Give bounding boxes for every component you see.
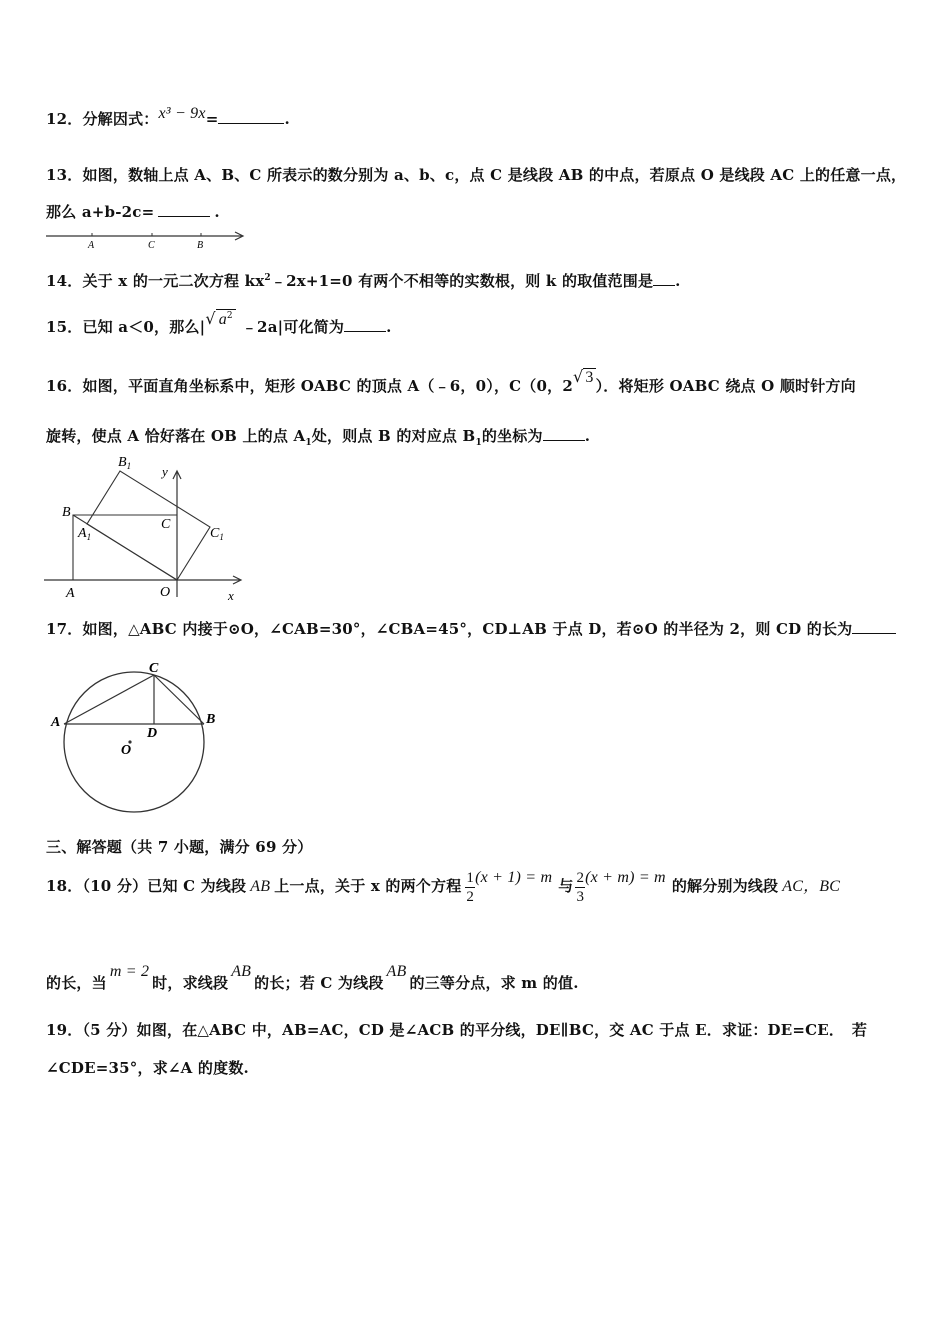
q16-end: . — [584, 427, 591, 445]
q16-sub1: 1 — [305, 438, 312, 448]
q18-line2-mid2: 的长；若 C 为线段 — [254, 974, 384, 992]
q17-answer-blank — [852, 621, 896, 634]
q13-label-c: C — [148, 240, 155, 251]
q16-label-x: x — [228, 588, 234, 602]
q14-sup: 2 — [264, 273, 271, 283]
q18-frac2 — [575, 869, 585, 906]
q15-radicand-wrap — [216, 309, 236, 328]
q17-label-o: O — [121, 743, 132, 758]
q12-line — [46, 105, 290, 129]
q15-end: . — [386, 318, 392, 336]
q16-label-o: O — [160, 585, 171, 600]
q12-answer-blank — [218, 111, 284, 124]
q18-f1-den: 2 — [466, 888, 475, 905]
q12-text: 12．分解因式： — [46, 110, 159, 128]
q14-line — [46, 270, 681, 291]
q14-post: ﹣2x+1=0 有两个不相等的实数根，则 k 的取值范围是 — [270, 272, 654, 290]
q17-line — [46, 618, 896, 639]
q16-label-a1: $A_1$ — [78, 526, 92, 542]
q13-label-a: A — [88, 240, 95, 251]
q12-math: x³ − 9x — [158, 105, 206, 122]
q17-figure — [48, 654, 228, 814]
q15-sqrt-icon: √ — [205, 309, 216, 328]
q18-line1-pre: 18．（10 分）已知 C 为线段 — [46, 877, 247, 895]
q17-label-b: B — [206, 712, 216, 727]
q18-f2-den: 3 — [576, 888, 585, 905]
q18-ab3: AB — [386, 963, 407, 980]
q16-label-b1: $B_1$ — [118, 455, 132, 471]
q16-line2 — [46, 425, 590, 448]
q18-f1-num: 1 — [466, 869, 475, 886]
q16-line1-post: ）．将矩形 OABC 绕点 O 顺时针方向 — [595, 377, 856, 395]
q16-line2-post: 的坐标为 — [481, 427, 543, 445]
q14-pre: 14．关于 x 的一元二次方程 kx — [46, 272, 265, 290]
q18-and: 与 — [558, 877, 574, 895]
q18-line1-post: 的解分别为线段 — [671, 877, 779, 895]
q18-f2-num: 2 — [576, 869, 585, 886]
q17-text: 17．如图，△ABC 内接于⊙O，∠CAB=30°，∠CBA=45°，CD⊥AB 于点 D，若⊙O 的半径为 2，则 CD 的长为 — [46, 620, 853, 638]
q18-line2-pre: 的长，当 — [46, 974, 107, 992]
q16-label-c1: $C_1$ — [210, 526, 224, 542]
q18-line1 — [46, 864, 840, 908]
q13-end: . — [214, 203, 220, 221]
q15-line — [46, 309, 392, 337]
section3-heading: 三、解答题（共 7 小题，满分 69 分） — [46, 838, 313, 856]
q13-line2-row — [46, 201, 220, 222]
q16-line1 — [46, 367, 856, 396]
q13-number-line — [44, 226, 248, 252]
q18-line2-post: 的三等分点，求 m 的值. — [409, 974, 579, 992]
q17-label-c: C — [149, 661, 159, 676]
q18-line2-mid1: 时，求线段 — [152, 974, 229, 992]
q18-line1-mid: 上一点，关于 x 的两个方程 — [274, 877, 462, 895]
q18-frac1 — [465, 869, 475, 906]
q16-label-y: y — [162, 464, 168, 479]
q12-eq: = — [205, 110, 219, 128]
q15-post: ﹣2a|可化简为 — [241, 318, 345, 336]
q19-line1: 19．（5 分）如图，在△ABC 中，AB=AC，CD 是∠ACB 的平分线，DE∥BC，交 AC 于点 E．求证：DE=CE． 若 — [46, 1021, 868, 1039]
q15-answer-blank — [344, 319, 386, 332]
q18-segs: AC，BC — [782, 878, 841, 895]
q17-label-d: D — [147, 726, 158, 741]
q16-line2-pre: 旋转，使点 A 恰好落在 OB 上的点 A — [46, 427, 306, 445]
q16-line2-mid: 处，则点 B 的对应点 B — [311, 427, 476, 445]
q16-answer-blank — [543, 428, 585, 441]
q13-answer-blank — [158, 204, 210, 217]
q18-m2: m = 2 — [109, 963, 150, 980]
q16-figure — [44, 452, 244, 602]
q18-ab2: AB — [231, 963, 252, 980]
q13-label-b: B — [197, 240, 204, 251]
q17-label-a: A — [51, 715, 61, 730]
q13-line1: 13．如图，数轴上点 A、B、C 所表示的数分别为 a、b、c，点 C 是线段 AB 的中点，若原点 O 是线段 AC 上的任意一点， — [46, 166, 907, 184]
q13-line2: 那么 a+b-2c= — [46, 203, 155, 221]
q16-label-c: C — [161, 517, 171, 532]
q16-line1-pre: 16．如图，平面直角坐标系中，矩形 OABC 的顶点 A（﹣6，0），C（0，2 — [46, 377, 573, 395]
q14-end: . — [675, 272, 681, 290]
q18-eq1: (x + 1) = m — [475, 869, 553, 886]
q15-radsup: 2 — [226, 311, 233, 321]
q18-line2 — [46, 963, 579, 993]
q15-pre: 15．已知 a＜0，那么| — [46, 318, 206, 336]
q16-label-a: A — [66, 586, 75, 601]
q18-ab1: AB — [250, 878, 271, 895]
q16-sub2: 1 — [475, 438, 482, 448]
q12-end: . — [284, 110, 290, 128]
q15-radicand: a — [218, 311, 227, 328]
q16-sqrt-icon: √ — [572, 367, 584, 386]
q16-sqrt: 3 — [585, 369, 594, 386]
q16-label-b: B — [62, 505, 71, 520]
q14-answer-blank — [653, 273, 675, 286]
q19-line2: ∠CDE=35°，求∠A 的度数. — [46, 1059, 249, 1077]
q18-eq2: (x + m) = m — [585, 869, 666, 886]
